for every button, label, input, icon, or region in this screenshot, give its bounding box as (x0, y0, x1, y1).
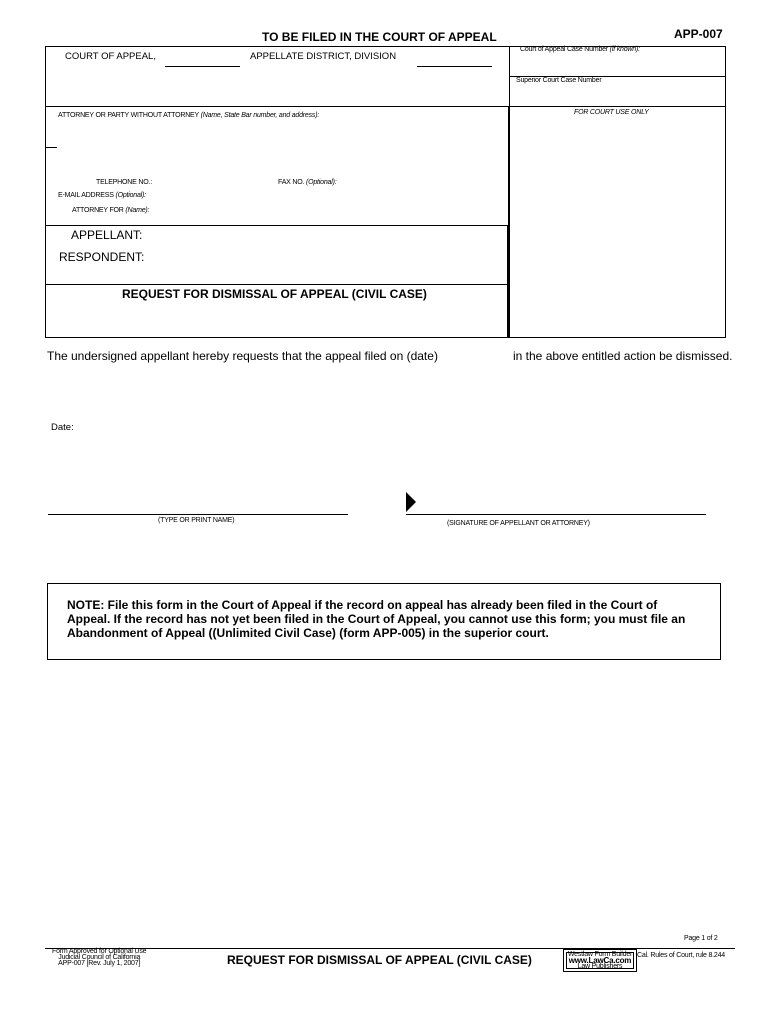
form-number: APP-007 (674, 27, 723, 41)
parties-divider (45, 225, 509, 226)
filing-header: TO BE FILED IN THE COURT OF APPEAL (262, 30, 497, 44)
date-label[interactable]: Date: (51, 422, 74, 433)
court-use-label: FOR COURT USE ONLY (574, 109, 649, 116)
parties-right-edge (507, 225, 508, 338)
district-division-label: APPELLATE DISTRICT, DIVISION (250, 51, 397, 62)
telephone-label[interactable]: TELEPHONE NO.: (96, 179, 152, 186)
court-of-appeal-label: COURT OF APPEAL, (65, 51, 156, 62)
print-name-caption: (TYPE OR PRINT NAME) (158, 517, 235, 524)
attorney-label: ATTORNEY OR PARTY WITHOUT ATTORNEY (Name, State Bar number, and address): (58, 112, 320, 119)
title-divider (45, 284, 509, 285)
court-use-box (509, 106, 726, 338)
print-name-line[interactable] (48, 514, 348, 515)
superior-case-number-label[interactable]: Superior Court Case Number (516, 77, 602, 84)
address-tick (45, 147, 57, 148)
district-number-line[interactable] (165, 66, 240, 67)
coa-case-number-label[interactable]: Court of Appeal Case Number (if known): (520, 46, 640, 53)
footer-title: REQUEST FOR DISMISSAL OF APPEAL (CIVIL CASE) (227, 953, 532, 967)
signature-arrow-icon (406, 492, 416, 512)
request-tail-text: in the above entitled action be dismissed. (513, 349, 733, 363)
appellant-label[interactable]: APPELLANT: (71, 228, 143, 242)
signature-caption: (SIGNATURE OF APPELLANT OR ATTORNEY) (447, 520, 590, 527)
rule-reference: Cal. Rules of Court, rule 8.244 (637, 952, 725, 959)
page-number: Page 1 of 2 (684, 935, 718, 942)
note-text: NOTE: File this form in the Court of Appeal if the record on appeal has already been filed in the Court of Appeal. If the record has not yet been filed in the Court of Appeal, you cannot use this form; you must file an Abandonment of Appeal ((Unlimited Civil Case) (form APP-005) in the superior court. (67, 598, 686, 640)
division-number-line[interactable] (417, 66, 492, 67)
email-label[interactable]: E-MAIL ADDRESS (Optional): (58, 192, 146, 199)
approved-block: Form Approved for Optional Use Judicial Council of California APP-007 [Rev. July 1, 2007] (52, 948, 147, 967)
attorney-box (45, 106, 509, 338)
respondent-label[interactable]: RESPONDENT: (59, 250, 145, 264)
request-text: The undersigned appellant hereby requests that the appeal filed on (date) (47, 349, 438, 363)
publisher-text[interactable]: Westlaw Form Builder www.LawCa.com Law Publishers (567, 951, 633, 970)
signature-line[interactable] (406, 514, 706, 515)
form-title: REQUEST FOR DISMISSAL OF APPEAL (CIVIL CASE) (122, 287, 427, 301)
attorney-for-label[interactable]: ATTORNEY FOR (Name): (72, 207, 150, 214)
fax-label[interactable]: FAX NO. (Optional): (278, 179, 337, 186)
